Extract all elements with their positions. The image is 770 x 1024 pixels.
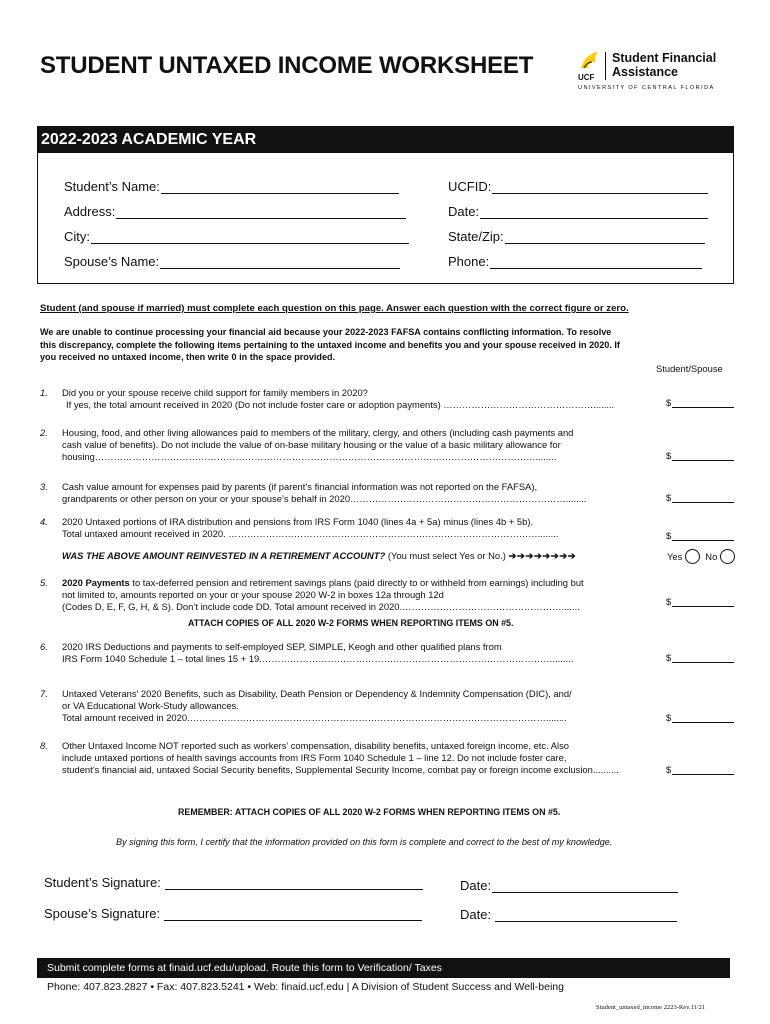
item-line: include untaxed portions of health savings accounts from IRS Form 1040 Schedule 1 – line 12. Do not include foster care, [62, 752, 567, 763]
phone-label: Phone: [448, 254, 490, 269]
item-line: (Codes D, E, F, G, H, & S). Don’t include code DD. Total amount received in 2020.……………………………………………....... [62, 601, 580, 612]
dollar-sign: $ [666, 596, 672, 607]
item-6-text [62, 641, 573, 665]
city-field[interactable] [64, 229, 409, 244]
logo-line1: Student Financial [612, 51, 717, 65]
item-1-text [62, 387, 614, 411]
dollar-sign: $ [666, 652, 672, 663]
submit-banner: Submit complete forms at finaid.ucf.edu/upload. Route this form to Verification/ Taxes [37, 958, 730, 978]
item-line: Untaxed Veterans’ 2020 Benefits, such as Disability, Death Pension or Dependency & Indemnity Compensation (DIC), and/ [62, 688, 572, 699]
dollar-sign: $ [666, 764, 672, 775]
ucfid-label: UCFID: [448, 179, 492, 194]
item-line: student’s financial aid, untaxed Social Security benefits, Supplemental Security Income, combat pay or foreign income exclusion.......... [62, 764, 619, 775]
student-spouse-column-header: Student/Spouse [656, 363, 723, 374]
item-line: Housing, food, and other living allowances paid to members of the military, clergy, and others (including cash payments and [62, 427, 574, 438]
spouse-name-field[interactable] [64, 254, 400, 269]
logo-abbr: UCF [578, 73, 595, 82]
spouse-signature-date-field[interactable] [460, 907, 677, 922]
date-field[interactable] [448, 204, 708, 219]
item-7-amount-field[interactable] [666, 712, 734, 723]
must-complete-note: Student (and spouse if married) must complete each question on this page. Answer each question with the correct figure or zero. [40, 303, 629, 314]
reinvest-question-row [62, 550, 575, 562]
address-field[interactable] [64, 204, 406, 219]
state-zip-field[interactable] [448, 229, 705, 244]
pegasus-icon [578, 50, 600, 72]
item-5-text [62, 577, 584, 613]
attach-w2-note: ATTACH COPIES OF ALL 2020 W-2 FORMS WHEN REPORTING ITEMS ON #5. [188, 618, 514, 628]
item-line: Cash value amount for expenses paid by parents (if parent’s financial information was not reported on the FAFSA), [62, 481, 538, 492]
item-3-amount-field[interactable] [666, 492, 734, 503]
item-line: Did you or your spouse receive child support for family members in 2020? [62, 387, 368, 398]
date-label: Date: [448, 204, 480, 219]
item-5-amount-field[interactable] [666, 596, 734, 607]
item-line: housing……………………………………………………………………………………………………………………………........ [62, 451, 557, 462]
student-signature-date-field[interactable] [460, 878, 678, 893]
item-line: 2020 Untaxed portions of IRA distribution and pensions from IRS Form 1040 (lines 4a + 5a) minus (lines 4b + 5b). [62, 516, 534, 527]
ucfid-field[interactable] [448, 179, 708, 194]
instructions-paragraph [40, 326, 620, 364]
student-info-box [37, 126, 734, 284]
item-8-text [62, 740, 619, 776]
academic-year-heading: 2022-2023 ACADEMIC YEAR [38, 127, 733, 153]
city-label: City: [64, 229, 90, 244]
item-line-rest: to tax-deferred pension and retirement savings plans (paid directly to or withheld from earnings) including but [129, 577, 584, 588]
university-name: UNIVERSITY OF CENTRAL FLORIDA [578, 85, 715, 91]
item-line: not limited to, amounts reported on your or your spouse 2020 W-2 in boxes 12a through 12d [62, 589, 444, 600]
remember-note: REMEMBER: ATTACH COPIES OF ALL 2020 W-2 FORMS WHEN REPORTING ITEMS ON #5. [178, 807, 561, 817]
item-2-amount-field[interactable] [666, 450, 734, 461]
item-number: 3. [40, 481, 48, 492]
student-signature-field[interactable] [44, 875, 423, 890]
spouse-name-label: Spouse’s Name: [64, 254, 160, 269]
item-line: Other Untaxed Income NOT reported such as workers’ compensation, disability benefits, untaxed foreign income, etc. Also [62, 740, 570, 751]
date-label: Date: [460, 907, 492, 922]
item-5-bold-lead: 2020 Payments [62, 577, 130, 588]
item-6-amount-field[interactable] [666, 652, 734, 663]
dollar-sign: $ [666, 397, 672, 408]
certification-statement: By signing this form, I certify that the information provided on this form is complete and correct to the best of my knowledge. [116, 837, 613, 847]
item-number: 8. [40, 740, 48, 751]
address-label: Address: [64, 204, 116, 219]
item-line: If yes, the total amount received in 2020 (Do not include foster care or adoption payments) …………………………………………........ [66, 399, 615, 410]
item-number: 1. [40, 387, 48, 398]
item-number: 6. [40, 641, 48, 652]
student-name-field[interactable] [64, 179, 399, 194]
item-line: Total amount received in 2020.……………………………………………………………………………………………………........ [62, 712, 567, 723]
item-3-text [62, 481, 587, 505]
item-number: 4. [40, 516, 48, 527]
logo-line2: Assistance [612, 65, 679, 79]
document-title: STUDENT UNTAXED INCOME WORKSHEET [40, 52, 534, 79]
yes-label: Yes [667, 550, 683, 562]
reinvest-question: WAS THE ABOVE AMOUNT REINVESTED IN A RETIREMENT ACCOUNT? [62, 550, 386, 561]
reinvest-options [667, 549, 735, 564]
item-number: 7. [40, 688, 48, 699]
dollar-sign: $ [666, 530, 672, 541]
instructions-line: you received no untaxed income, then write 0 in the space provided. [40, 352, 336, 362]
no-radio[interactable] [720, 549, 735, 564]
item-7-text [62, 688, 572, 724]
yes-radio[interactable] [685, 549, 700, 564]
date-label: Date: [460, 878, 492, 893]
no-label: No [705, 550, 718, 562]
item-4-amount-field[interactable] [666, 530, 734, 541]
spouse-signature-label: Spouse’s Signature: [44, 906, 161, 921]
item-2-text [62, 427, 573, 463]
dollar-sign: $ [666, 712, 672, 723]
contact-info: Phone: 407.823.2827 • Fax: 407.823.5241 • Web: finaid.ucf.edu | A Division of Student Success and Well-being [47, 981, 564, 993]
phone-field[interactable] [448, 254, 702, 269]
item-line: cash value of benefits). Do not include the value of on-base military housing or the value of a basic military allowance for [62, 439, 561, 450]
item-line: IRS Form 1040 Schedule 1 – total lines 15 + 19.…………………………………………………………………………………........ [62, 653, 574, 664]
item-line: Total untaxed amount received in 2020. ………………………………………………………………………………………........ [62, 528, 559, 539]
item-line: 2020 IRS Deductions and payments to self-employed SEP, SIMPLE, Keogh and other qualified plans from [62, 641, 502, 652]
state-zip-label: State/Zip: [448, 229, 504, 244]
item-line [62, 577, 584, 589]
revision-code: Student_untaxed_income 2223-Rev.11/21 [596, 1004, 706, 1011]
ucf-logo [578, 50, 738, 92]
instructions-line: this discrepancy, complete the following items pertaining to the untaxed income and benefits you and your spouse received in 2020. If [40, 339, 620, 350]
item-number: 5. [40, 577, 48, 588]
item-line: grandparents or other person on your or your spouse’s behalf in 2020……………………………………………………………........ [62, 493, 587, 504]
logo-name [612, 51, 738, 79]
student-name-label: Student’s Name: [64, 179, 160, 194]
item-line: or VA Educational Work-Study allowances. [62, 700, 239, 711]
logo-divider [605, 52, 606, 80]
item-number: 2. [40, 427, 48, 438]
item-1-amount-field[interactable] [666, 397, 734, 408]
instructions-line: We are unable to continue processing your financial aid because your 2022-2023 FAFSA contains conflicting information. To resolve [40, 327, 612, 337]
student-signature-label: Student’s Signature: [44, 875, 161, 890]
dollar-sign: $ [666, 450, 672, 461]
item-4-text [62, 516, 558, 540]
item-8-amount-field[interactable] [666, 764, 734, 775]
reinvest-note: (You must select Yes or No.) [387, 550, 506, 561]
arrows-icon: ➔ ➔ ➔ ➔ ➔ ➔ ➔ ➔ [508, 550, 575, 561]
spouse-signature-field[interactable] [44, 906, 422, 921]
dollar-sign: $ [666, 492, 672, 503]
